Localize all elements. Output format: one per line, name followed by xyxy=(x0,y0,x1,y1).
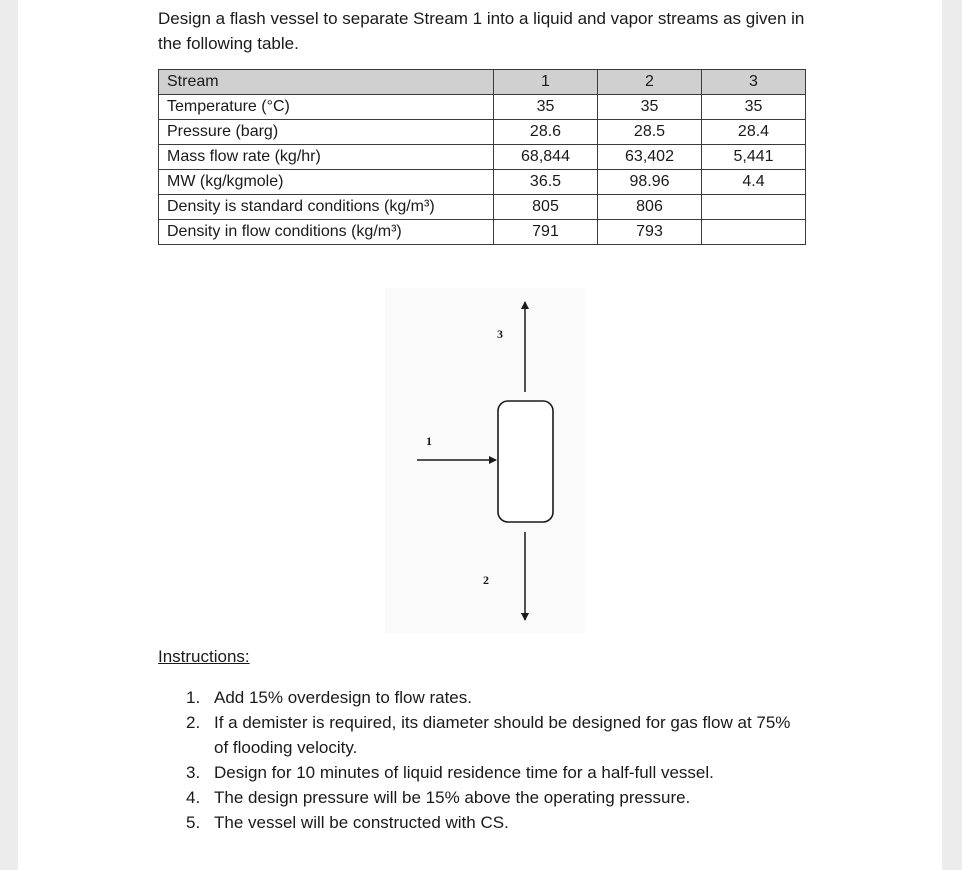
list-item xyxy=(186,760,806,785)
flash-vessel-diagram xyxy=(385,288,585,633)
table-cell: 98.96 xyxy=(598,170,702,195)
table-cell: 35 xyxy=(702,95,806,120)
table-cell: 28.6 xyxy=(494,120,598,145)
header-stream-2: 2 xyxy=(598,70,702,95)
table-cell: 36.5 xyxy=(494,170,598,195)
list-number: 2. xyxy=(186,713,201,732)
list-item xyxy=(186,810,806,835)
list-number: 5. xyxy=(186,813,201,832)
row-label: MW (kg/kgmole) xyxy=(159,170,494,195)
stream-3-label: 3 xyxy=(497,327,503,341)
row-label: Mass flow rate (kg/hr) xyxy=(159,145,494,170)
list-item xyxy=(186,710,806,760)
row-label: Density in flow conditions (kg/m³) xyxy=(159,220,494,245)
table-cell xyxy=(702,220,806,245)
flash-vessel-svg xyxy=(385,288,585,633)
intro-paragraph: Design a flash vessel to separate Stream 1 into a liquid and vapor streams as given in the following table. xyxy=(158,9,805,53)
header-label-cell: Stream xyxy=(159,70,494,95)
vessel-body xyxy=(498,401,553,522)
table-cell xyxy=(702,195,806,220)
table-row xyxy=(159,120,806,145)
list-item xyxy=(186,785,806,810)
table-row xyxy=(159,170,806,195)
table-cell: 63,402 xyxy=(598,145,702,170)
table-row xyxy=(159,95,806,120)
table-row xyxy=(159,195,806,220)
row-label: Pressure (barg) xyxy=(159,120,494,145)
table-cell: 791 xyxy=(494,220,598,245)
stream-table xyxy=(158,69,806,245)
row-label: Density is standard conditions (kg/m³) xyxy=(159,195,494,220)
list-text: The design pressure will be 15% above the operating pressure. xyxy=(214,788,691,807)
table-cell: 806 xyxy=(598,195,702,220)
table-header-row xyxy=(159,70,806,95)
list-text: Add 15% overdesign to flow rates. xyxy=(214,688,472,707)
instructions-heading: Instructions: xyxy=(158,647,250,666)
stream-1-label: 1 xyxy=(426,434,432,448)
header-stream-3: 3 xyxy=(702,70,806,95)
table-row xyxy=(159,220,806,245)
table-cell: 5,441 xyxy=(702,145,806,170)
table-cell: 68,844 xyxy=(494,145,598,170)
table-row xyxy=(159,145,806,170)
row-label: Temperature (°C) xyxy=(159,95,494,120)
instructions-list xyxy=(186,685,806,835)
table-cell: 28.5 xyxy=(598,120,702,145)
table-cell: 35 xyxy=(598,95,702,120)
table-cell: 805 xyxy=(494,195,598,220)
list-number: 4. xyxy=(186,788,201,807)
list-text: If a demister is required, its diameter should be designed for gas flow at 75% of flooding velocity. xyxy=(214,713,791,757)
list-number: 3. xyxy=(186,763,201,782)
table-cell: 793 xyxy=(598,220,702,245)
table-cell: 28.4 xyxy=(702,120,806,145)
list-number: 1. xyxy=(186,688,201,707)
list-item xyxy=(186,685,806,710)
table-cell: 4.4 xyxy=(702,170,806,195)
table-cell: 35 xyxy=(494,95,598,120)
stream-2-label: 2 xyxy=(483,573,489,587)
list-text: Design for 10 minutes of liquid residence time for a half-full vessel. xyxy=(214,763,714,782)
header-stream-1: 1 xyxy=(494,70,598,95)
list-text: The vessel will be constructed with CS. xyxy=(214,813,509,832)
